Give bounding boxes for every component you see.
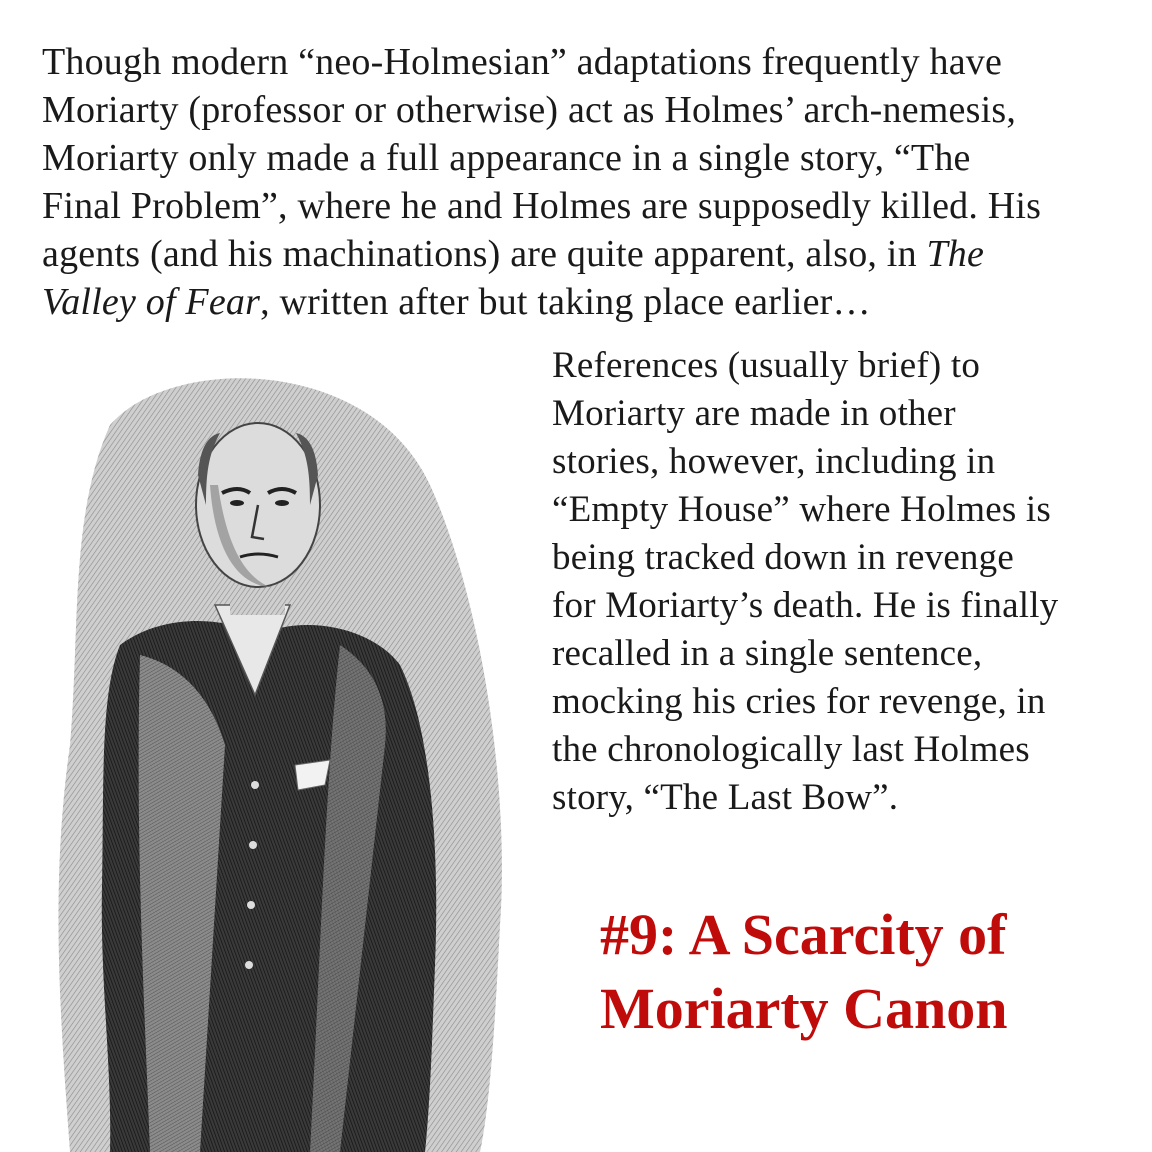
references-line: Moriarty are made in other bbox=[552, 393, 956, 434]
button-4 bbox=[245, 961, 253, 969]
title-line-2: Moriarty Canon bbox=[600, 976, 1008, 1041]
intro-line-1: Though modern “neo-Holmesian” adaptations frequently have bbox=[42, 41, 1003, 83]
pocket-handkerchief bbox=[295, 760, 330, 790]
book-title-italic-2: Valley of Fear bbox=[42, 281, 261, 323]
references-line: for Moriarty’s death. He is finally bbox=[552, 585, 1059, 626]
references-line: recalled in a single sentence, bbox=[552, 633, 983, 674]
button-1 bbox=[251, 781, 259, 789]
references-line: “Empty House” where Holmes is bbox=[552, 489, 1052, 530]
intro-paragraph bbox=[42, 38, 1122, 326]
references-line: the chronologically last Holmes bbox=[552, 729, 1030, 770]
references-line: References (usually brief) to bbox=[552, 345, 981, 386]
intro-line-6: , written after but taking place earlier… bbox=[260, 281, 871, 323]
intro-line-4: Final Problem”, where he and Holmes are supposedly killed. His bbox=[42, 185, 1042, 227]
intro-line-5: agents (and his machinations) are quite apparent, also, in bbox=[42, 233, 927, 275]
references-line: mocking his cries for revenge, in bbox=[552, 681, 1046, 722]
intro-line-3: Moriarty only made a full appearance in a single story, “The bbox=[42, 137, 971, 179]
page-title bbox=[600, 898, 1140, 1046]
book-title-italic-1: The bbox=[926, 233, 985, 275]
references-paragraph bbox=[552, 342, 1127, 822]
references-line: story, “The Last Bow”. bbox=[552, 777, 899, 818]
eye-left bbox=[230, 500, 244, 506]
references-line: stories, however, including in bbox=[552, 441, 996, 482]
button-3 bbox=[247, 901, 255, 909]
button-2 bbox=[249, 841, 257, 849]
eye-right bbox=[275, 500, 289, 506]
title-line-1: #9: A Scarcity of bbox=[600, 902, 1007, 967]
references-line: being tracked down in revenge bbox=[552, 537, 1014, 578]
moriarty-illustration bbox=[40, 365, 540, 1152]
intro-line-2: Moriarty (professor or otherwise) act as Holmes’ arch-nemesis, bbox=[42, 89, 1017, 131]
